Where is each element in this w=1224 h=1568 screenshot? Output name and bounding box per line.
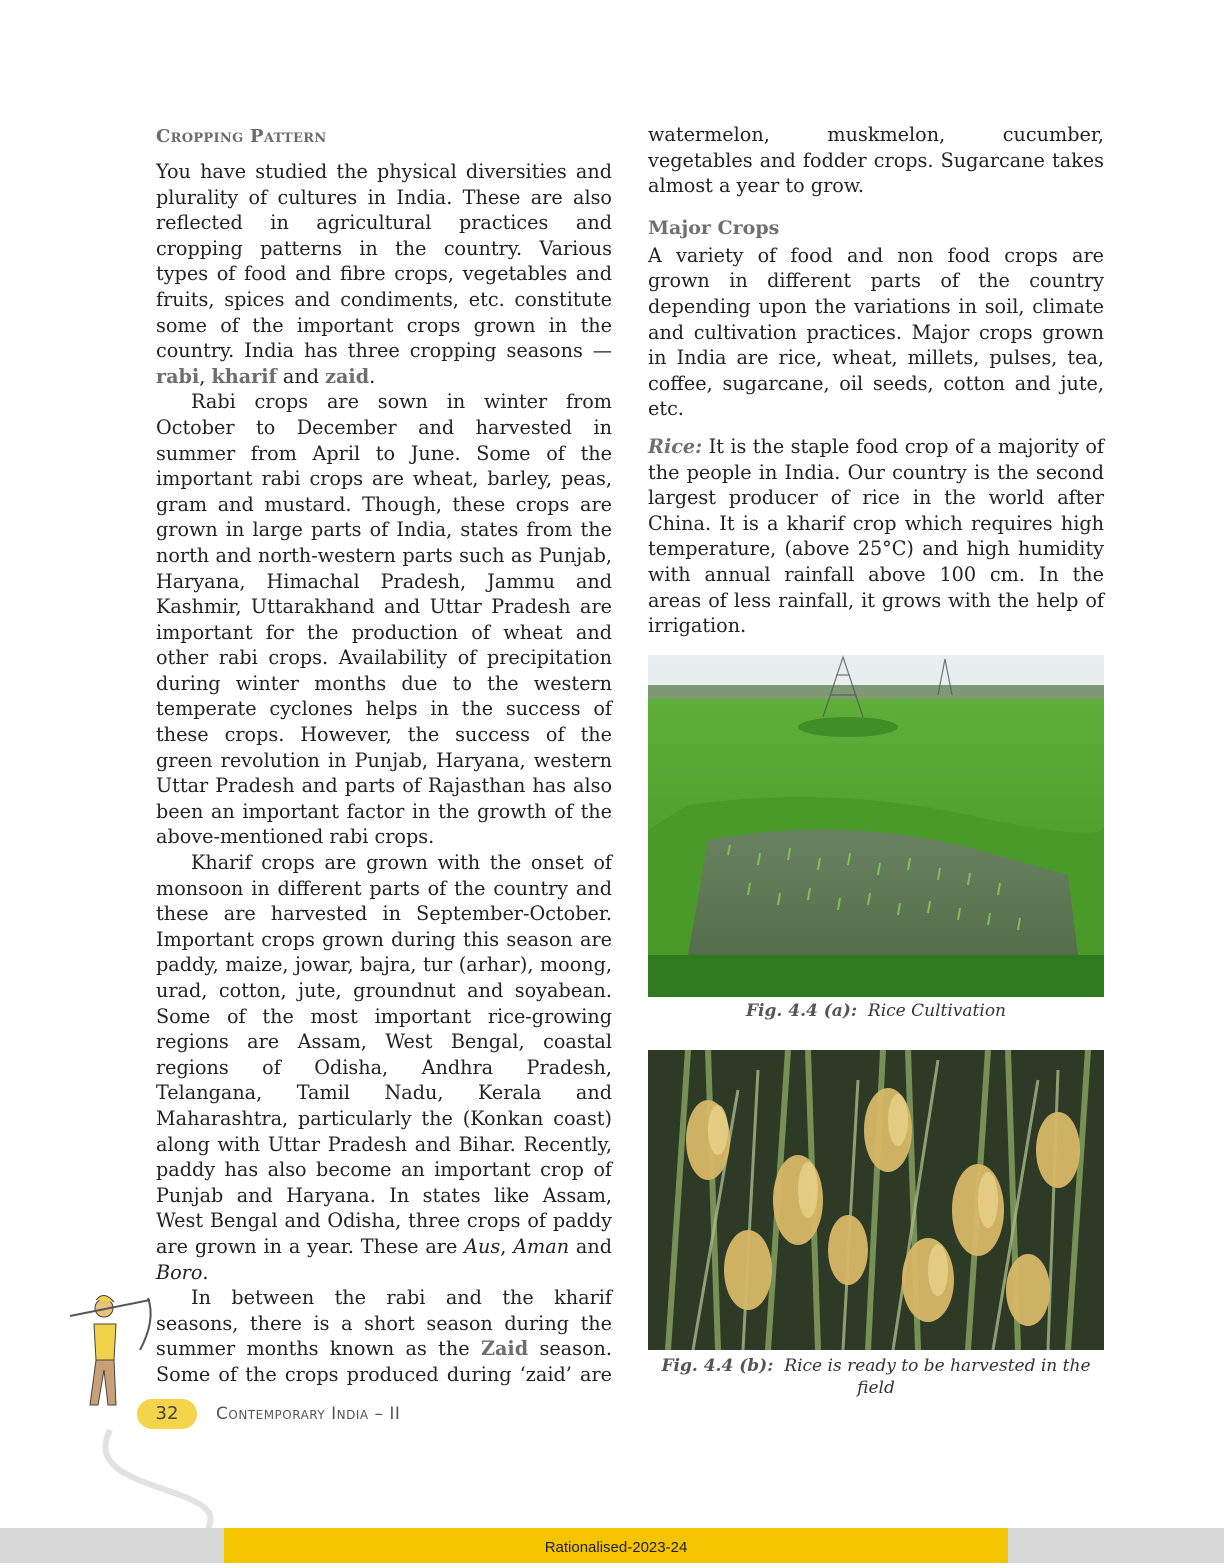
caption-fig-b: Fig. 4.4 (b): Rice is ready to be harvested in the field [661,1356,1091,1398]
ripe-rice-image [648,1050,1104,1350]
rice-field-image [648,655,1104,997]
paragraph-rice: Rice: It is the staple food crop of a majority of the people in India. Our country is the second largest producer of rice in the world after China. It is a kharif crop which requires high temperature, (above 25°C) and high humidity with annual rainfall above 100 cm. In the areas of less rainfall, it grows with the help of irrigation. [648,434,1104,638]
figure-rice-harvest [648,1050,1104,1350]
figure-rice-cultivation [648,655,1104,997]
paragraph-intro: You have studied the physical diversities and plurality of cultures in India. These are also reflected in agricultural practices and cropping patterns in the country. Various types of food and fibre crops, vegetables and fruits, spices and condiments, etc. constitute some of the important crops grown in the country. India has three cropping seasons — rabi, kharif and zaid. [156,160,612,388]
paragraph-major-crops: A variety of food and non food crops are grown in different parts of the country depending upon the variations in soil, climate and cultivation practices. Major crops grown in India are rice, wheat, millets, pulses, tea, coffee, sugarcane, oil seeds, cotton and jute, etc. [648,243,1104,421]
paragraph-zaid: In between the rabi and the kharif seasons, there is a short season during the summer months known as the Zaid season. Some of the crops produced during ‘zaid’ are [156,1286,612,1386]
caption-fig-a: Fig. 4.4 (a): Rice Cultivation [745,1001,1006,1021]
right-column [648,122,1104,639]
term-aus: Aus [464,1234,501,1258]
keyword-zaid: zaid [325,364,370,388]
book-title: Contemporary India – II [216,1404,401,1424]
keyword-zaid-season: Zaid [480,1337,529,1361]
term-boro: Boro [156,1260,203,1284]
paragraph-kharif: Kharif crops are grown with the onset of monsoon in different parts of the country and these are harvested in September-October. Important crops grown during this season are paddy, maize, jowar, bajra, tur (arhar), moong, urad, cotton, jute, groundnut and soyabean. Some of the most important rice-growing regions are Assam, West Bengal, coastal regions of Odisha, Andhra Pradesh, Telangana, Tamil Nadu, Kerala and Maharashtra, particularly the (Konkan coast) along with Uttar Pradesh and Bihar. Recently, paddy has also become an important crop of Punjab and Haryana. In states like Assam, West Bengal and Odisha, three crops of paddy are grown in a year. These are Aus, Aman and Boro. [156,851,613,1284]
term-rice: Rice: [648,434,703,458]
paragraph-rabi: Rabi crops are sown in winter from October to December and harvested in summer from April to June. Some of the important rabi crops are wheat, barley, peas, gram and mustard. Though, these crops are grown in large parts of India, states from the north and north-western parts such as Punjab, Haryana, Himachal Pradesh, Jammu and Kashmir, Uttarakhand and Uttar Pradesh are important for the production of wheat and other rabi crops. Availability of precipitation during winter months due to the western temperate cyclones helps in the success of these crops. However, the success of the green revolution in Punjab, Haryana, western Uttar Pradesh and parts of Rajasthan has also been an important factor in the growth of the above-mentioned rabi crops. [156,390,612,849]
page-number: 32 [137,1399,197,1429]
section-title: Cropping Pattern [156,126,327,147]
term-aman: Aman [513,1234,570,1258]
paragraph-continued: watermelon, muskmelon, cucumber, vegetables and fodder crops. Sugarcane takes almost a year to grow. [648,123,1104,198]
major-crops-heading: Major Crops [648,216,780,239]
rationalised-stamp: Rationalised-2023-24 [224,1528,1008,1563]
keyword-kharif: kharif [211,364,277,388]
keyword-rabi: rabi [156,364,200,388]
left-column [156,159,612,1388]
